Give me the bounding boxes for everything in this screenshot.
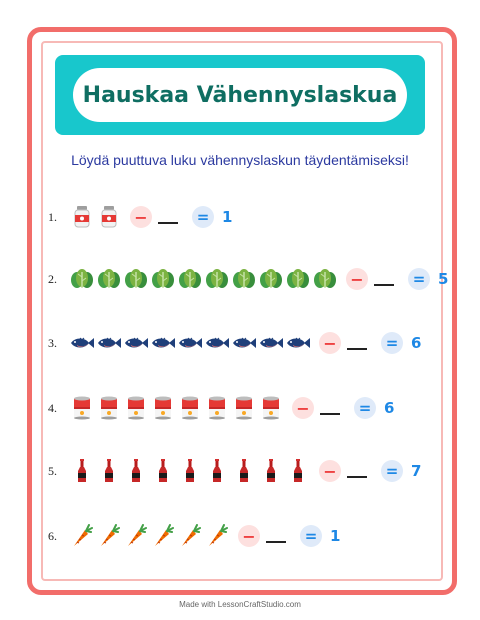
answer-blank[interactable] [158, 222, 178, 224]
problem-number: 3. [48, 335, 57, 350]
soup-can-icon [149, 394, 176, 422]
footer-credit: Made with LessonCraftStudio.com [179, 600, 301, 609]
carrot-icon [203, 522, 230, 550]
problem-row [48, 328, 421, 358]
jar-icon [95, 203, 122, 231]
lettuce-icon [176, 265, 203, 293]
problem-row [48, 393, 394, 423]
minus-sign: − [238, 525, 260, 547]
carrot-icon [122, 522, 149, 550]
minus-sign: − [292, 397, 314, 419]
result-value: 7 [411, 462, 422, 480]
carrot-icon [149, 522, 176, 550]
problem-number: 4. [48, 400, 57, 415]
item-group [68, 203, 122, 231]
lettuce-icon [284, 265, 311, 293]
result-value: 6 [384, 399, 395, 417]
bottle-icon [176, 457, 203, 485]
bottle-icon [284, 457, 311, 485]
lettuce-icon [230, 265, 257, 293]
result-value: 1 [330, 527, 341, 545]
jar-icon [68, 203, 95, 231]
problem-row [48, 264, 448, 294]
fish-icon [95, 329, 122, 357]
fish-icon [230, 329, 257, 357]
problem-number: 1. [48, 209, 57, 224]
fish-icon [176, 329, 203, 357]
lettuce-icon [122, 265, 149, 293]
equals-sign: = [381, 332, 403, 354]
fish-icon [284, 329, 311, 357]
item-group [68, 329, 311, 357]
minus-sign: − [319, 460, 341, 482]
soup-can-icon [95, 394, 122, 422]
lettuce-icon [149, 265, 176, 293]
bottle-icon [149, 457, 176, 485]
instruction-text: Löydä puuttuva luku vähennyslaskun täydentämiseksi! [71, 152, 409, 168]
carrot-icon [95, 522, 122, 550]
bottle-icon [122, 457, 149, 485]
fish-icon [203, 329, 230, 357]
lettuce-icon [203, 265, 230, 293]
answer-blank[interactable] [347, 348, 367, 350]
equals-sign: = [408, 268, 430, 290]
problem-row [48, 202, 232, 232]
page-title: Hauskaa Vähennyslaskua [73, 68, 407, 122]
item-group [68, 457, 311, 485]
soup-can-icon [122, 394, 149, 422]
soup-can-icon [257, 394, 284, 422]
bottle-icon [230, 457, 257, 485]
equals-sign: = [354, 397, 376, 419]
item-group [68, 522, 230, 550]
problem-number: 6. [48, 528, 57, 543]
minus-sign: − [346, 268, 368, 290]
answer-blank[interactable] [320, 413, 340, 415]
answer-blank[interactable] [374, 284, 394, 286]
result-value: 6 [411, 334, 422, 352]
soup-can-icon [68, 394, 95, 422]
title-banner [55, 55, 425, 135]
fish-icon [257, 329, 284, 357]
answer-blank[interactable] [347, 476, 367, 478]
bottle-icon [203, 457, 230, 485]
equals-sign: = [192, 206, 214, 228]
carrot-icon [68, 522, 95, 550]
bottle-icon [95, 457, 122, 485]
equals-sign: = [300, 525, 322, 547]
minus-sign: − [130, 206, 152, 228]
lettuce-icon [257, 265, 284, 293]
lettuce-icon [68, 265, 95, 293]
soup-can-icon [176, 394, 203, 422]
minus-sign: − [319, 332, 341, 354]
bottle-icon [257, 457, 284, 485]
lettuce-icon [95, 265, 122, 293]
problem-number: 5. [48, 463, 57, 478]
soup-can-icon [203, 394, 230, 422]
problem-row [48, 456, 421, 486]
answer-blank[interactable] [266, 541, 286, 543]
problem-row [48, 521, 340, 551]
bottle-icon [68, 457, 95, 485]
fish-icon [122, 329, 149, 357]
carrot-icon [176, 522, 203, 550]
problem-number: 2. [48, 271, 57, 286]
result-value: 5 [438, 270, 449, 288]
item-group [68, 394, 284, 422]
fish-icon [68, 329, 95, 357]
soup-can-icon [230, 394, 257, 422]
equals-sign: = [381, 460, 403, 482]
lettuce-icon [311, 265, 338, 293]
fish-icon [149, 329, 176, 357]
item-group [68, 265, 338, 293]
result-value: 1 [222, 208, 233, 226]
